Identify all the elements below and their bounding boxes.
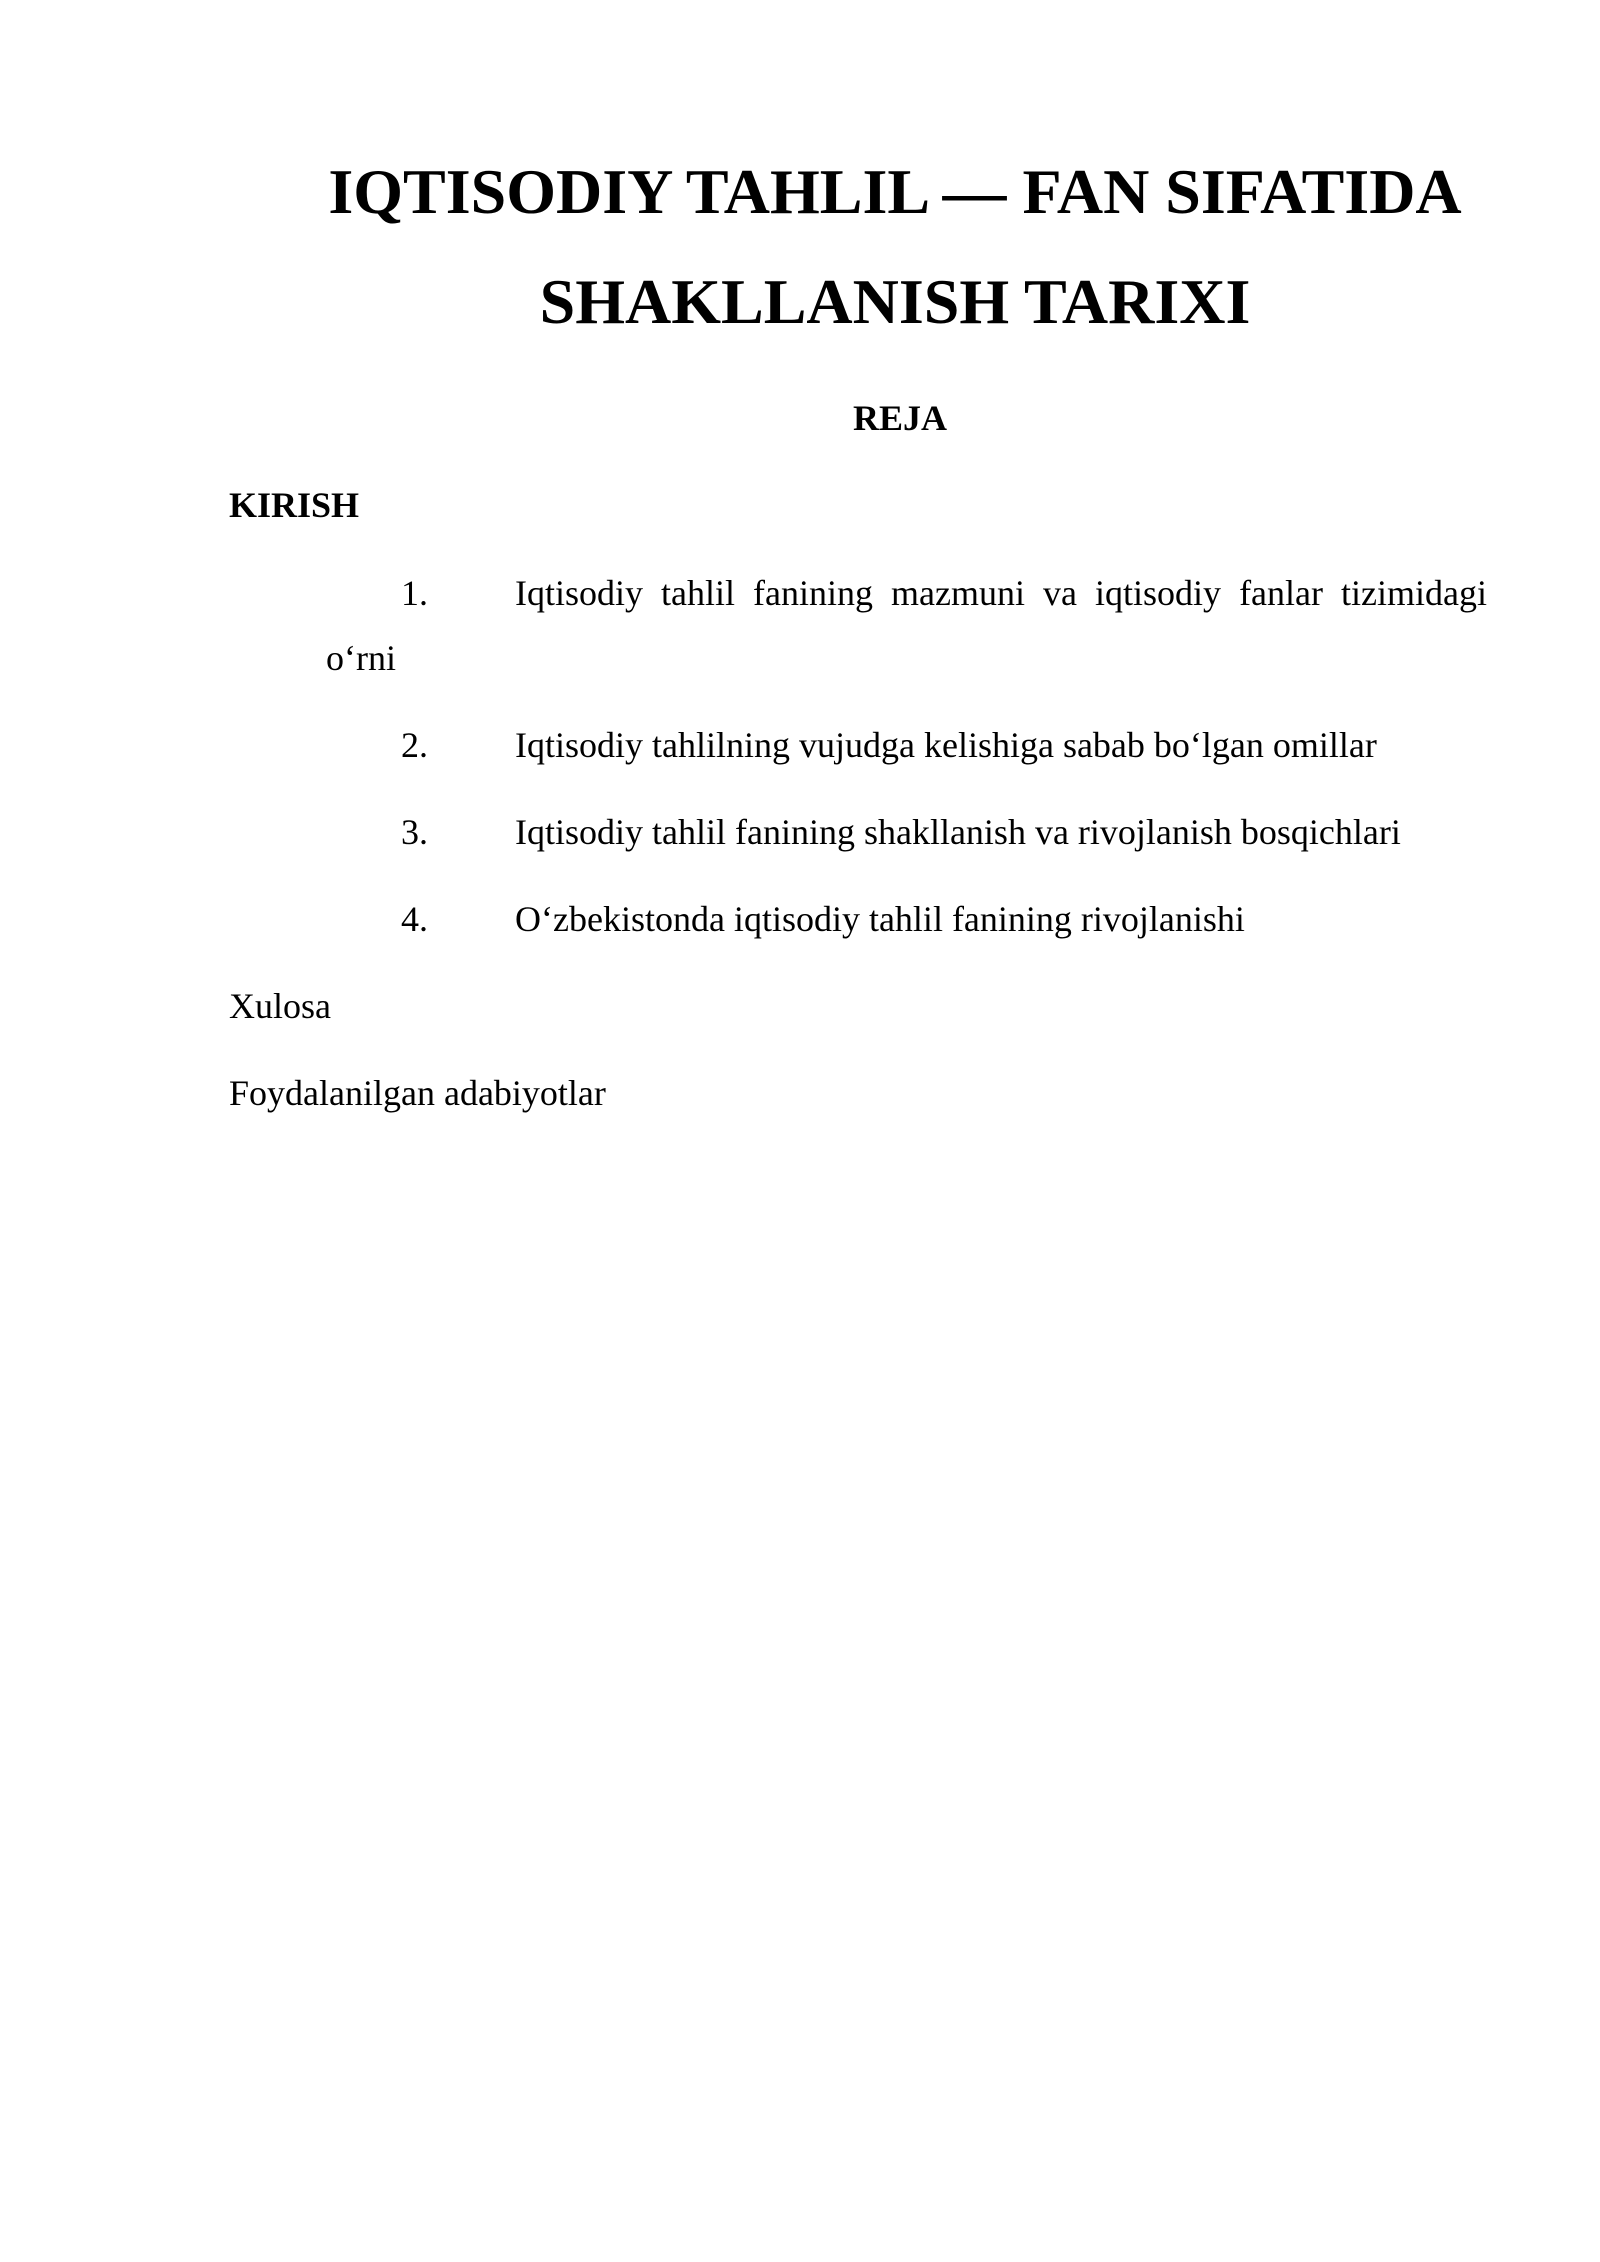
document-title-line-2: SHAKLLANISH TARIXI xyxy=(539,266,1251,337)
list-item-text: Iqtisodiy tahlilning vujudga kelishiga sabab bo‘lgan omillar xyxy=(515,725,1377,765)
list-item-number: 2. xyxy=(401,725,428,765)
list-item-continuation: o‘rni xyxy=(326,638,396,678)
references-heading: Foydalanilgan adabiyotlar xyxy=(229,1073,606,1113)
list-item-number: 3. xyxy=(401,812,428,852)
plan-heading: REJA xyxy=(852,398,947,438)
intro-heading: KIRISH xyxy=(229,485,360,525)
list-item-number: 1. xyxy=(401,573,428,613)
list-item-text: Iqtisodiy tahlil fanining mazmuni va iqtisodiy fanlar tizimidagi xyxy=(515,573,1487,613)
list-item-text: Iqtisodiy tahlil fanining shakllanish va rivojlanish bosqichlari xyxy=(515,812,1401,852)
conclusion-heading: Xulosa xyxy=(229,986,331,1026)
list-item-text: O‘zbekistonda iqtisodiy tahlil fanining rivojlanishi xyxy=(515,899,1245,939)
list-item-number: 4. xyxy=(401,899,428,939)
document-title-line-1: IQTISODIY TAHLIL — FAN SIFATIDA xyxy=(328,156,1462,227)
